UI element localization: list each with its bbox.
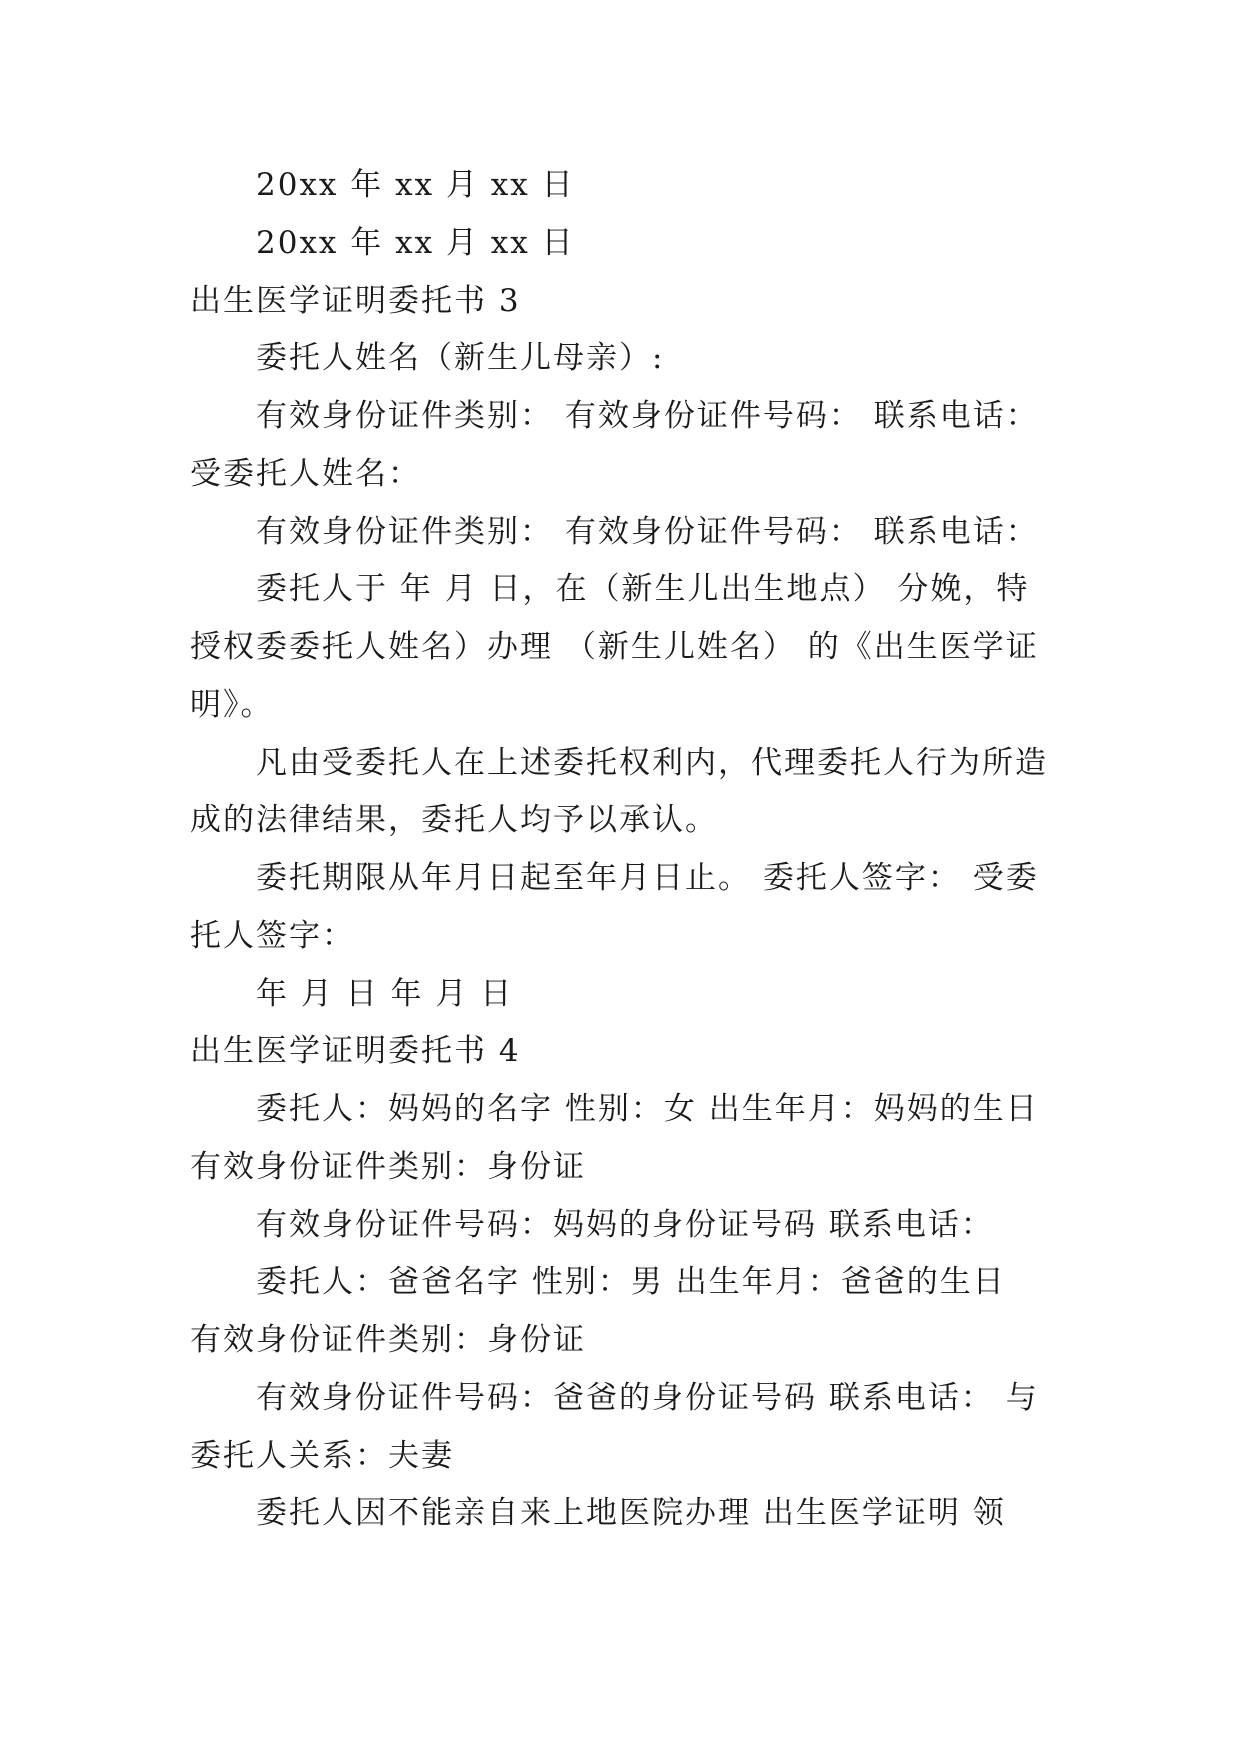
paragraph-line: 委托人于 年 月 日，在（新生儿出生地点） 分娩，特 (256, 571, 1030, 607)
paragraph-line: 委托人关系：夫妻 (190, 1438, 454, 1474)
paragraph-line: 委托人：妈妈的名字 性别：女 出生年月：妈妈的生日 (256, 1091, 1039, 1127)
paragraph-line: 明》。 (190, 687, 274, 723)
paragraph-line: 有效身份证件类别： 有效身份证件号码： 联系电话： (256, 398, 1039, 434)
paragraph-line: 凡由受委托人在上述委托权利内，代理委托人行为所造 (256, 745, 1048, 781)
date-signature-line: 年 月 日 年 月 日 (256, 976, 514, 1012)
section-title-4: 出生医学证明委托书 4 (190, 1033, 521, 1069)
paragraph-line: 受委托人姓名： (190, 456, 421, 492)
paragraph-line: 委托人因不能亲自来上地医院办理 出生医学证明 领 (256, 1495, 1006, 1531)
paragraph-line: 有效身份证件类别：身份证 (190, 1322, 586, 1358)
paragraph-line: 有效身份证件类别： 有效身份证件号码： 联系电话： (256, 514, 1039, 550)
paragraph-line: 授权委委托人姓名）办理 （新生儿姓名） 的《出生医学证 (190, 629, 1039, 665)
paragraph-line: 委托期限从年月日起至年月日止。 委托人签字： 受委 (256, 860, 1039, 896)
paragraph-line: 委托人姓名（新生儿母亲）: (256, 340, 665, 376)
paragraph-line: 有效身份证件类别：身份证 (190, 1149, 586, 1185)
date-line-1: 20xx 年 xx 月 xx 日 (256, 167, 575, 203)
paragraph-line: 有效身份证件号码：爸爸的身份证号码 联系电话： 与 (256, 1380, 1039, 1416)
section-title-3: 出生医学证明委托书 3 (190, 283, 521, 319)
date-line-2: 20xx 年 xx 月 xx 日 (256, 225, 575, 261)
paragraph-line: 托人签字： (190, 918, 355, 954)
paragraph-line: 有效身份证件号码：妈妈的身份证号码 联系电话： (256, 1207, 994, 1243)
paragraph-line: 委托人：爸爸名字 性别：男 出生年月：爸爸的生日 (256, 1264, 1006, 1300)
paragraph-line: 成的法律结果，委托人均予以承认。 (190, 802, 718, 838)
